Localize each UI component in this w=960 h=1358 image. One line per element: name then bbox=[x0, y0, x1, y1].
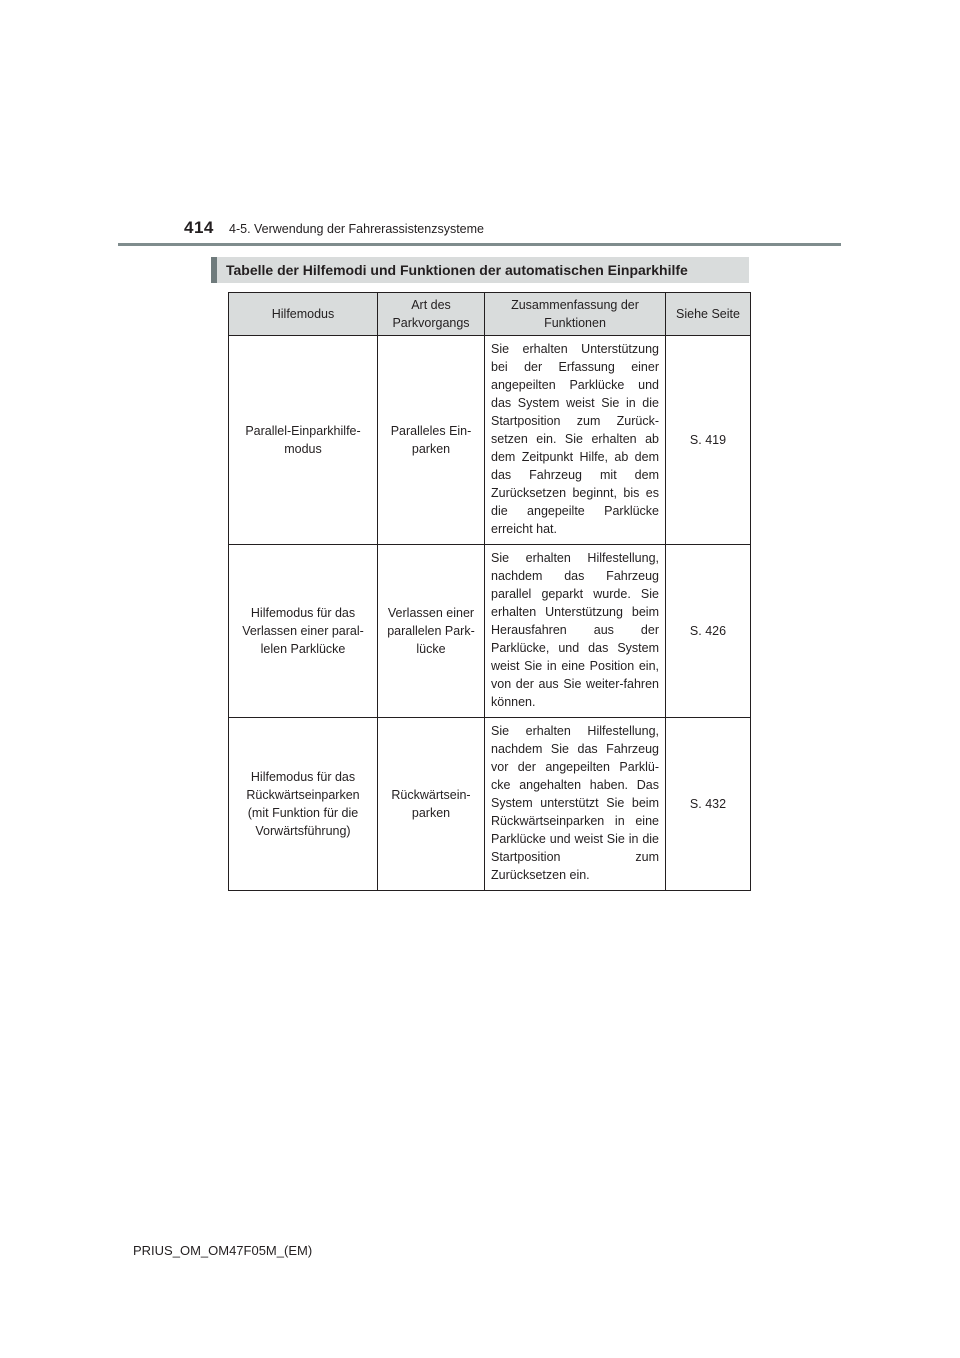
table-row bbox=[229, 718, 751, 891]
cell-mode: Hilfemodus für das Verlassen einer paral-lelen Parklücke bbox=[229, 545, 378, 718]
column-header-page: Siehe Seite bbox=[666, 293, 751, 336]
document-code-footer: PRIUS_OM_OM47F05M_(EM) bbox=[133, 1243, 313, 1258]
column-header-type: Art des Parkvorgangs bbox=[378, 293, 485, 336]
table-heading bbox=[211, 257, 749, 283]
header-divider bbox=[118, 243, 841, 246]
cell-mode: Parallel-Einparkhilfe-modus bbox=[229, 336, 378, 545]
cell-type: Paralleles Ein-parken bbox=[378, 336, 485, 545]
cell-summary: Sie erhalten Hilfestellung, nachdem das Fahrzeug parallel geparkt wurde. Sie erhalten Unterstützung beim Herausfahren aus der Parklücke, und das System weist Sie in eine Position ein, von der aus Sie weiter-fahren können. bbox=[485, 545, 666, 718]
cell-summary: Sie erhalten Unterstützung bei der Erfassung einer angepeilten Parklücke und das System weist Sie in die Startposition zum Zurück-setzen ein. Sie erhalten ab dem Zeitpunkt Hilfe, ab dem das Fahrzeug mit dem Zurücksetzen beginnt, bis es die angepeilte Parklücke erreicht hat. bbox=[485, 336, 666, 545]
assist-modes-table bbox=[228, 292, 751, 891]
table-row bbox=[229, 336, 751, 545]
section-title: 4-5. Verwendung der Fahrerassistenzsysteme bbox=[229, 222, 484, 236]
heading-accent-bar bbox=[211, 257, 217, 283]
cell-type: Verlassen einer parallelen Park-lücke bbox=[378, 545, 485, 718]
column-header-summary: Zusammenfassung der Funktionen bbox=[485, 293, 666, 336]
cell-page-ref: S. 419 bbox=[666, 336, 751, 545]
column-header-mode: Hilfemodus bbox=[229, 293, 378, 336]
cell-page-ref: S. 426 bbox=[666, 545, 751, 718]
table-row bbox=[229, 545, 751, 718]
table-header-row bbox=[229, 293, 751, 336]
table-heading-text: Tabelle der Hilfemodi und Funktionen der automatischen Einparkhilfe bbox=[226, 262, 688, 278]
page-number: 414 bbox=[184, 218, 214, 237]
cell-page-ref: S. 432 bbox=[666, 718, 751, 891]
cell-mode: Hilfemodus für das Rückwärtseinparken (mit Funktion für die Vorwärtsführung) bbox=[229, 718, 378, 891]
cell-type: Rückwärtsein-parken bbox=[378, 718, 485, 891]
cell-summary: Sie erhalten Hilfestellung, nachdem Sie das Fahrzeug vor der angepeilten Parklü-cke angehalten haben. Das System unterstützt Sie beim Rückwärtseinparken in eine Parklücke und weist Sie in die Startposition zum Zurücksetzen ein. bbox=[485, 718, 666, 891]
